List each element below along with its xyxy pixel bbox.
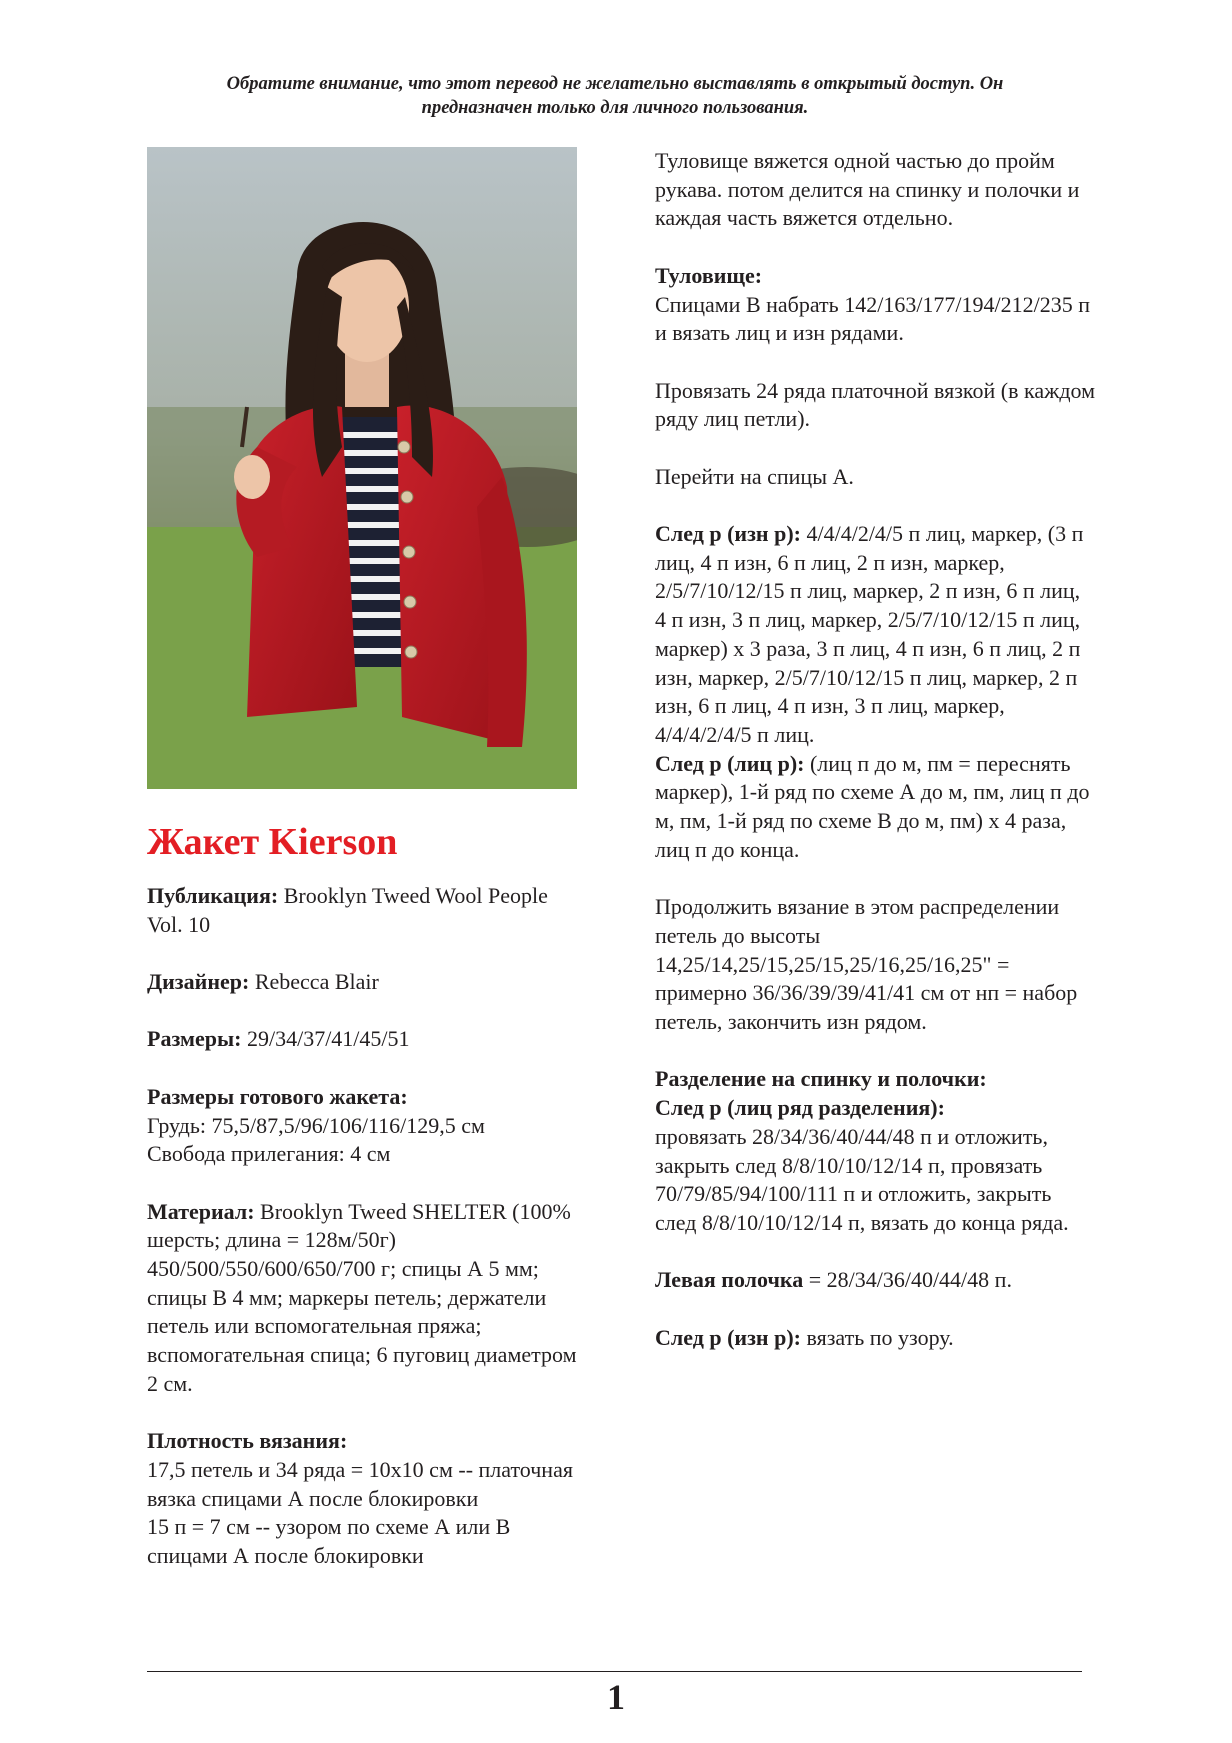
sizes-label: Размеры: [147, 1026, 242, 1052]
next-row [655, 1324, 1095, 1353]
left-front-label: Левая полочка [655, 1267, 804, 1293]
finished-label: Размеры готового жакета: [147, 1083, 408, 1109]
gauge-chart: 15 п = 7 см -- узором по схеме А или В спицами А после блокировки [147, 1514, 511, 1569]
gauge-garter: 17,5 петель и 34 ряда = 10х10 см -- платочная вязка спицами А после блокировки [147, 1456, 573, 1511]
body-section [655, 262, 1095, 348]
setup-row-ws [655, 520, 1095, 750]
footer-divider [147, 1671, 1082, 1672]
finished-measurements [147, 1083, 587, 1169]
sizes-value: 29/34/37/41/45/51 [241, 1026, 410, 1052]
left-front-text: = 28/34/36/40/44/48 п. [803, 1267, 1012, 1293]
materials [147, 1198, 587, 1399]
gauge-label: Плотность вязания: [147, 1428, 348, 1454]
divide-section [655, 1065, 1095, 1237]
left-front [655, 1266, 1095, 1295]
continue-paragraph: Продолжить вязание в этом распределении петель до высоты 14,25/14,25/15,25/15,25/16,25/16,25" = примерно 36/36/39/39/41/41 см от нп = набор петель, закончить изн рядом. [655, 894, 1078, 1035]
materials-value: Brooklyn Tweed SHELTER (100% шерсть; длина = 128м/50г) 450/500/550/600/650/700 г; спицы А 5 мм; спицы В 4 мм; маркеры петель; держатели петель или вспомогательная пряжа; вспомогательная спица; 6 пуговиц диаметром 2 см. [147, 1198, 577, 1396]
body-text: Спицами В набрать 142/163/177/194/212/235 п и вязать лиц и изн рядами. [655, 291, 1091, 346]
model-photo [147, 147, 577, 789]
usage-notice-line1: Обратите внимание, что этот перевод не желательно выставлять в открытый доступ. Он [226, 74, 1004, 94]
finished-chest: Грудь: 75,5/87,5/96/106/116/129,5 см [147, 1112, 485, 1138]
usage-notice [140, 72, 1090, 120]
garter-paragraph: Провязать 24 ряда платочной вязкой (в каждом ряду лиц петли). [655, 377, 1096, 432]
body-label: Туловище: [655, 262, 763, 288]
divide-text: провязать 28/34/36/40/44/48 п и отложить, закрыть след 8/8/10/10/12/14 п, провязать 70/79/85/94/100/111 п и отложить, закрыть след 8/8/10/10/12/14 п, вязать до конца ряда. [655, 1123, 1069, 1235]
designer [147, 968, 587, 997]
materials-label: Материал: [147, 1198, 255, 1224]
publication-value: Brooklyn Tweed Wool People Vol. 10 [147, 883, 548, 937]
setup-row-rs-text: (лиц п до м, пм = переснять маркер), 1-й ряд по схеме А до м, пм, лиц п до м, пм, 1-й ряд по схеме В до м, пм) х 4 раза, лиц п до конца. [655, 750, 1090, 862]
page-number: 1 [607, 1677, 625, 1717]
sizes [147, 1025, 587, 1054]
setup-row-ws-label: След р (изн р): [655, 521, 801, 547]
divide-label: Разделение на спинку и полочки: [655, 1066, 987, 1092]
pattern-title: Жакет Kierson [147, 821, 398, 863]
next-row-text: вязать по узору. [800, 1324, 954, 1350]
left-column [147, 820, 587, 1571]
intro-paragraph: Туловище вяжется одной частью до пройм рукава. потом делится на спинку и полочки и каждая часть вяжется отдельно. [655, 148, 1080, 231]
right-column [655, 147, 1095, 1381]
usage-notice-line2: предназначен только для личного пользования. [421, 98, 809, 118]
finished-ease: Свобода прилегания: 4 см [147, 1141, 391, 1167]
gauge [147, 1427, 587, 1571]
setup-row-rs-label: След р (лиц р): [655, 750, 805, 776]
divide-row-label: След р (лиц ряд разделения): [655, 1095, 945, 1121]
designer-value: Rebecca Blair [249, 969, 379, 995]
publication [147, 882, 587, 939]
setup-row-ws-text: 4/4/4/2/4/5 п лиц, маркер, (3 п лиц, 4 п изн, 6 п лиц, 2 п изн, маркер, 2/5/7/10/12/15 п лиц, маркер, 2 п изн, 6 п лиц, 4 п изн, 3 п лиц, маркер, 2/5/7/10/12/15 п лиц, маркер) х 3 раза, 3 п лиц, 4 п изн, 6 п лиц, 2 п изн, маркер, 2/5/7/10/12/15 п лиц, маркер, 2 п изн, 6 п лиц, 4 п изн, 3 п лиц, маркер, 4/4/4/2/4/5 п лиц. [655, 521, 1084, 747]
next-row-label: След р (изн р): [655, 1324, 801, 1350]
switch-needles-paragraph: Перейти на спицы А. [655, 463, 854, 489]
publication-label: Публикация: [147, 883, 279, 908]
setup-row-rs [655, 750, 1095, 865]
designer-label: Дизайнер: [147, 969, 250, 995]
